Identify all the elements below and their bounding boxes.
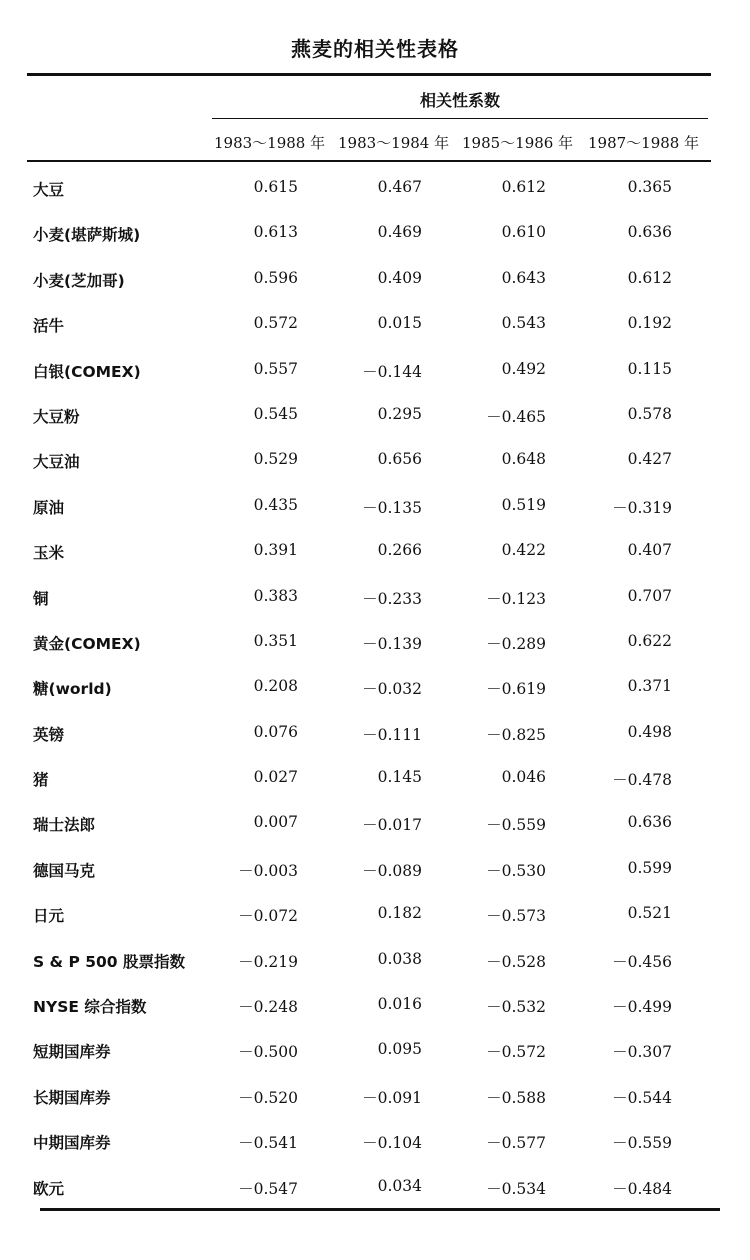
table-row	[0, 847, 750, 892]
column-header: 1985～1986 年	[462, 134, 574, 152]
table-cell: 0.145	[377, 768, 422, 787]
table-row	[0, 484, 750, 529]
table-cell: －0.465	[486, 407, 546, 426]
row-label: 短期国库券	[33, 1043, 111, 1062]
table-cell: －0.619	[486, 680, 546, 699]
row-label: 欧元	[33, 1179, 65, 1198]
row-label: 小麦(堪萨斯城)	[33, 226, 141, 245]
table-cell: －0.588	[486, 1088, 546, 1107]
table-cell: 0.599	[627, 858, 672, 877]
row-label: 活牛	[33, 317, 65, 336]
table-cell: 0.521	[627, 904, 672, 923]
table-cell: 0.182	[377, 904, 422, 923]
row-label: 黄金(COMEX)	[33, 634, 141, 653]
table-cell: －0.091	[362, 1088, 422, 1107]
table-cell: 0.046	[501, 768, 546, 787]
table-cell: 0.545	[253, 404, 298, 423]
table-body	[0, 166, 750, 1210]
row-label: 大豆油	[33, 453, 80, 472]
table-row	[0, 348, 750, 393]
table-cell: －0.144	[362, 362, 422, 381]
table-row	[0, 302, 750, 347]
header-rule	[27, 160, 711, 162]
table-cell: 0.007	[253, 813, 298, 832]
table-cell: 0.572	[253, 314, 298, 333]
row-label: 小麦(芝加哥)	[33, 271, 125, 290]
table-cell: －0.307	[612, 1043, 672, 1062]
table-cell: －0.499	[612, 998, 672, 1017]
table-cell: 0.192	[627, 314, 672, 333]
table-cell: －0.544	[612, 1088, 672, 1107]
table-cell: 0.612	[501, 178, 546, 196]
table-cell: 0.707	[627, 586, 672, 605]
table-row	[0, 756, 750, 801]
table-row	[0, 211, 750, 256]
table-cell: 0.656	[377, 450, 422, 469]
table-cell: 0.409	[377, 268, 422, 287]
table-row	[0, 529, 750, 574]
table-cell: 0.095	[377, 1040, 422, 1059]
table-cell: 0.115	[627, 359, 672, 378]
table-cell: 0.596	[253, 268, 298, 287]
table-cell: 0.407	[627, 541, 672, 560]
table-cell: －0.089	[362, 861, 422, 880]
table-cell: 0.610	[501, 223, 546, 242]
row-label: 铜	[33, 589, 49, 608]
row-label: 日元	[33, 907, 65, 926]
table-cell: －0.541	[238, 1134, 298, 1153]
table-cell: 0.613	[253, 223, 298, 242]
table-cell: 0.612	[627, 268, 672, 287]
table-row	[0, 1028, 750, 1073]
table-cell: 0.015	[377, 314, 422, 333]
table-cell: 0.636	[627, 223, 672, 242]
top-rule	[27, 73, 711, 76]
table-row	[0, 801, 750, 846]
table-row	[0, 892, 750, 937]
table-cell: －0.104	[362, 1134, 422, 1153]
table-cell: 0.622	[627, 631, 672, 650]
table-cell: 0.615	[253, 178, 298, 196]
table-cell: －0.248	[238, 998, 298, 1017]
table-cell: －0.534	[486, 1179, 546, 1198]
table-cell: 0.435	[253, 495, 298, 514]
row-label: 玉米	[33, 544, 65, 563]
table-cell: 0.034	[377, 1176, 422, 1195]
table-cell: 0.383	[253, 586, 298, 605]
table-cell: －0.559	[486, 816, 546, 835]
table-cell: －0.456	[612, 952, 672, 971]
table-cell: －0.478	[612, 771, 672, 790]
row-label: 大豆	[33, 181, 65, 199]
group-header: 相关性系数	[419, 91, 500, 110]
table-row	[0, 1165, 750, 1210]
table-cell: －0.072	[238, 907, 298, 926]
table-cell: 0.643	[501, 268, 546, 287]
row-label: 德国马克	[33, 861, 96, 880]
table-cell: －0.135	[362, 498, 422, 517]
table-cell: 0.557	[253, 359, 298, 378]
table-cell: 0.636	[627, 813, 672, 832]
table-cell: 0.266	[377, 541, 422, 560]
table-cell: 0.027	[253, 768, 298, 787]
table-cell: －0.219	[238, 952, 298, 971]
row-label: 英镑	[33, 725, 65, 744]
table-cell: －0.547	[238, 1179, 298, 1198]
column-header: 1983～1984 年	[338, 134, 450, 152]
row-label: 猪	[33, 771, 49, 790]
table-cell: －0.139	[362, 634, 422, 653]
table-cell: 0.578	[627, 404, 672, 423]
table-row	[0, 665, 750, 710]
table-title: 燕麦的相关性表格	[291, 37, 459, 61]
table-cell: 0.498	[627, 722, 672, 741]
row-label: 中期国库券	[33, 1134, 111, 1153]
row-label: 长期国库券	[33, 1088, 111, 1107]
table-cell: 0.469	[377, 223, 422, 242]
table-cell: －0.123	[486, 589, 546, 608]
table-cell: 0.076	[253, 722, 298, 741]
table-row	[0, 438, 750, 483]
row-label: 瑞士法郎	[33, 816, 96, 835]
table-cell: －0.003	[238, 861, 298, 880]
table-cell: －0.572	[486, 1043, 546, 1062]
table-cell: －0.233	[362, 589, 422, 608]
table-cell: 0.016	[377, 995, 422, 1014]
table-cell: 0.529	[253, 450, 298, 469]
table-cell: －0.484	[612, 1179, 672, 1198]
row-label: 糖(world)	[33, 680, 112, 699]
table-cell: －0.532	[486, 998, 546, 1017]
table-cell: －0.500	[238, 1043, 298, 1062]
table-cell: 0.351	[253, 631, 298, 650]
table-row	[0, 620, 750, 665]
table-cell: 0.467	[377, 178, 422, 196]
table-cell: －0.573	[486, 907, 546, 926]
table-row	[0, 983, 750, 1028]
table-cell: －0.528	[486, 952, 546, 971]
table-cell: －0.111	[362, 725, 422, 744]
table-row	[0, 257, 750, 302]
table-cell: －0.825	[486, 725, 546, 744]
group-header-rule	[212, 118, 708, 119]
row-label: 白银(COMEX)	[33, 362, 141, 381]
table-cell: －0.577	[486, 1134, 546, 1153]
table-cell: 0.648	[501, 450, 546, 469]
column-header: 1987～1988 年	[588, 134, 700, 152]
row-label: S & P 500 股票指数	[33, 952, 185, 971]
row-label: 大豆粉	[33, 407, 80, 426]
table-cell: －0.289	[486, 634, 546, 653]
table-row	[0, 938, 750, 983]
table-cell: 0.422	[501, 541, 546, 560]
table-cell: －0.032	[362, 680, 422, 699]
table-row	[0, 393, 750, 438]
row-label: 原油	[33, 498, 65, 517]
table-row	[0, 166, 750, 211]
table-cell: －0.559	[612, 1134, 672, 1153]
table-cell: －0.520	[238, 1088, 298, 1107]
table-cell: 0.391	[253, 541, 298, 560]
table-cell: 0.295	[377, 404, 422, 423]
table-cell: 0.371	[627, 677, 672, 696]
column-header: 1983～1988 年	[214, 134, 326, 152]
table-row	[0, 1074, 750, 1119]
table-cell: 0.038	[377, 949, 422, 968]
table-row	[0, 711, 750, 756]
table-cell: 0.543	[501, 314, 546, 333]
row-label: NYSE 综合指数	[33, 998, 147, 1017]
table-cell: 0.365	[627, 178, 672, 196]
table-cell: 0.427	[627, 450, 672, 469]
table-cell: －0.530	[486, 861, 546, 880]
table-cell: 0.208	[253, 677, 298, 696]
table-cell: －0.017	[362, 816, 422, 835]
table-row	[0, 575, 750, 620]
table-cell: 0.519	[501, 495, 546, 514]
bottom-rule	[40, 1208, 720, 1211]
table-cell: －0.319	[612, 498, 672, 517]
table-cell: 0.492	[501, 359, 546, 378]
table-row	[0, 1119, 750, 1164]
